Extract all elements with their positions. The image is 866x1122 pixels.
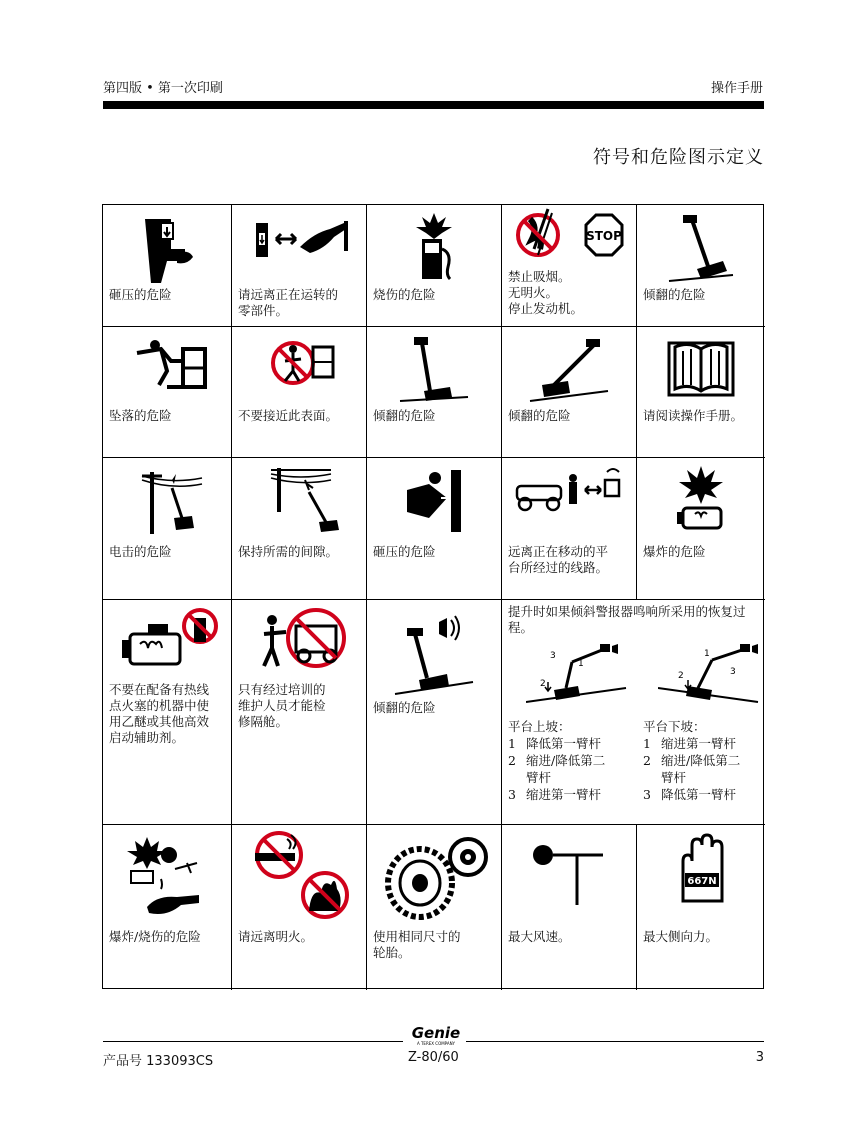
genie-logo xyxy=(408,1024,464,1046)
label-explosion: 爆炸的危险 xyxy=(643,544,706,559)
label-no-open-flame: 请远离明火。 xyxy=(238,929,314,944)
cell-fall-hazard xyxy=(103,327,232,458)
page-title: 符号和危险图示定义 xyxy=(593,147,764,168)
electrocution-icon xyxy=(122,462,212,536)
uphill-step-num: 1 xyxy=(508,736,516,751)
cell-no-open-flame xyxy=(232,825,367,990)
uphill-label-1: 1 xyxy=(578,659,584,669)
label-tip-over-1: 倾翻的危险 xyxy=(643,287,706,302)
header-edition: 第四版 • 第一次印刷 xyxy=(103,81,223,96)
label-read-manual: 请阅读操作手册。 xyxy=(643,408,744,423)
header-manual-title: 操作手册 xyxy=(710,81,763,96)
fall-hazard-icon xyxy=(117,331,217,405)
stop-sign-text: STOP xyxy=(586,229,622,243)
cell-explosion xyxy=(637,458,765,600)
label-keep-off-surface: 不要接近此表面。 xyxy=(238,408,339,423)
label-same-size-tires: 使用相同尺寸的 轮胎。 xyxy=(373,929,461,960)
label-no-ether: 不要在配备有热线 点火塞的机器中使 用乙醚或其他高效 启动辅助剂。 xyxy=(109,682,210,745)
label-explosion-burn: 爆炸/烧伤的危险 xyxy=(109,929,201,944)
cell-keep-off-surface xyxy=(232,327,367,458)
label-clearance: 保持所需的间隙。 xyxy=(238,544,339,559)
burn-hazard-icon xyxy=(394,209,474,283)
uphill-recovery-figure xyxy=(526,642,636,710)
platform-path-icon xyxy=(509,462,629,536)
cell-read-manual xyxy=(637,327,765,458)
cell-platform-path xyxy=(502,458,637,600)
uphill-title: 平台上坡： xyxy=(508,719,571,734)
uphill-label-3: 3 xyxy=(550,651,556,661)
cell-crush-hazard xyxy=(103,205,232,327)
cell-tip-over-4 xyxy=(367,600,502,825)
label-tip-over-2: 倾翻的危险 xyxy=(373,408,436,423)
uphill-step-num: 3 xyxy=(508,787,516,802)
genie-logo-text: Genie xyxy=(411,1024,461,1042)
downhill-recovery-figure xyxy=(658,642,765,710)
downhill-steps xyxy=(643,718,740,803)
cell-explosion-burn xyxy=(103,825,232,990)
label-tip-over-3: 倾翻的危险 xyxy=(508,408,571,423)
cell-no-smoking xyxy=(502,205,637,327)
uphill-step-text: 缩进第一臂杆 xyxy=(526,787,602,802)
cell-tip-over-3 xyxy=(502,327,637,458)
header-rule xyxy=(103,101,764,109)
cell-tilt-alarm-recovery xyxy=(502,600,765,825)
label-max-wind-speed: 最大风速。 xyxy=(508,929,571,944)
downhill-step-text: 降低第一臂杆 xyxy=(661,787,737,802)
footer-rule-left xyxy=(103,1041,403,1042)
recovery-intro: 提升时如果倾斜警报器鸣响所采用的恢复过程。 xyxy=(508,604,746,635)
downhill-step-num: 3 xyxy=(643,787,651,802)
moving-parts-icon xyxy=(244,209,354,283)
downhill-step-num: 1 xyxy=(643,736,651,751)
cell-burn-hazard xyxy=(367,205,502,327)
downhill-label-3: 3 xyxy=(730,667,736,677)
cell-trained-personnel xyxy=(232,600,367,825)
genie-logo-sub: A TEREX COMPANY xyxy=(416,1041,456,1046)
footer-part-number: 产品号 133093CS xyxy=(103,1054,214,1069)
label-crush-hazard-2: 砸压的危险 xyxy=(373,544,436,559)
uphill-label-2: 2 xyxy=(540,679,546,689)
label-electrocution: 电击的危险 xyxy=(109,544,172,559)
cell-no-ether xyxy=(103,600,232,825)
no-open-flame-icon xyxy=(239,827,359,923)
trained-personnel-only-icon xyxy=(244,604,354,678)
footer-model: Z-80/60 xyxy=(408,1050,459,1065)
cell-max-wind-speed xyxy=(502,825,637,990)
tip-over-icon xyxy=(394,331,474,405)
explosion-hazard-icon xyxy=(661,462,741,536)
cell-moving-parts xyxy=(232,205,367,327)
label-fall-hazard: 坠落的危险 xyxy=(109,408,172,423)
uphill-step-text: 缩进/降低第二 臂杆 xyxy=(526,753,606,785)
tip-over-icon xyxy=(661,209,741,283)
wind-speed-icon xyxy=(519,835,619,915)
downhill-step-text: 缩进第一臂杆 xyxy=(661,736,737,751)
crush-hazard-icon xyxy=(389,462,479,536)
label-max-side-force: 最大侧向力。 xyxy=(643,929,719,944)
cell-electrocution xyxy=(103,458,232,600)
label-crush-hazard: 砸压的危险 xyxy=(109,287,172,302)
uphill-step-text: 降低第一臂杆 xyxy=(526,736,602,751)
keep-off-surface-icon xyxy=(249,331,349,405)
no-flame-stop-engine-icon xyxy=(504,205,634,267)
open-book-icon xyxy=(661,331,741,405)
tip-over-icon xyxy=(524,331,614,405)
downhill-title: 平台下坡： xyxy=(643,719,706,734)
uphill-steps xyxy=(508,718,605,803)
cell-tip-over-1 xyxy=(637,205,765,327)
tip-over-alarm-icon xyxy=(389,608,479,698)
glove-force-text: 667N xyxy=(687,876,717,887)
cell-crush-hazard-2 xyxy=(367,458,502,600)
symbol-table xyxy=(102,204,764,989)
cell-clearance xyxy=(232,458,367,600)
downhill-label-1: 1 xyxy=(704,649,710,659)
cell-max-side-force xyxy=(637,825,765,990)
tire-icon xyxy=(374,831,494,921)
cell-same-size-tires xyxy=(367,825,502,990)
no-ether-icon xyxy=(112,604,222,678)
crush-hazard-icon xyxy=(127,209,207,283)
label-platform-path: 远离正在移动的平 台所经过的线路。 xyxy=(508,544,609,575)
footer-rule-right xyxy=(466,1041,764,1042)
label-tip-over-4: 倾翻的危险 xyxy=(373,700,436,715)
maintain-clearance-icon xyxy=(249,462,349,536)
explosion-burn-icon xyxy=(117,833,217,923)
label-trained-personnel: 只有经过培训的 维护人员才能检 修隔舱。 xyxy=(238,682,326,729)
cell-tip-over-2 xyxy=(367,327,502,458)
label-burn-hazard: 烧伤的危险 xyxy=(373,287,436,302)
downhill-label-2: 2 xyxy=(678,671,684,681)
downhill-step-text: 缩进/降低第二 臂杆 xyxy=(661,753,741,785)
footer-page-number: 3 xyxy=(755,1050,764,1065)
glove-icon xyxy=(661,831,741,911)
uphill-step-num: 2 xyxy=(508,753,516,768)
label-moving-parts: 请远离正在运转的 零部件。 xyxy=(238,287,339,318)
label-no-smoking: 禁止吸烟。 无明火。 停止发动机。 xyxy=(508,269,584,316)
downhill-step-num: 2 xyxy=(643,753,651,768)
